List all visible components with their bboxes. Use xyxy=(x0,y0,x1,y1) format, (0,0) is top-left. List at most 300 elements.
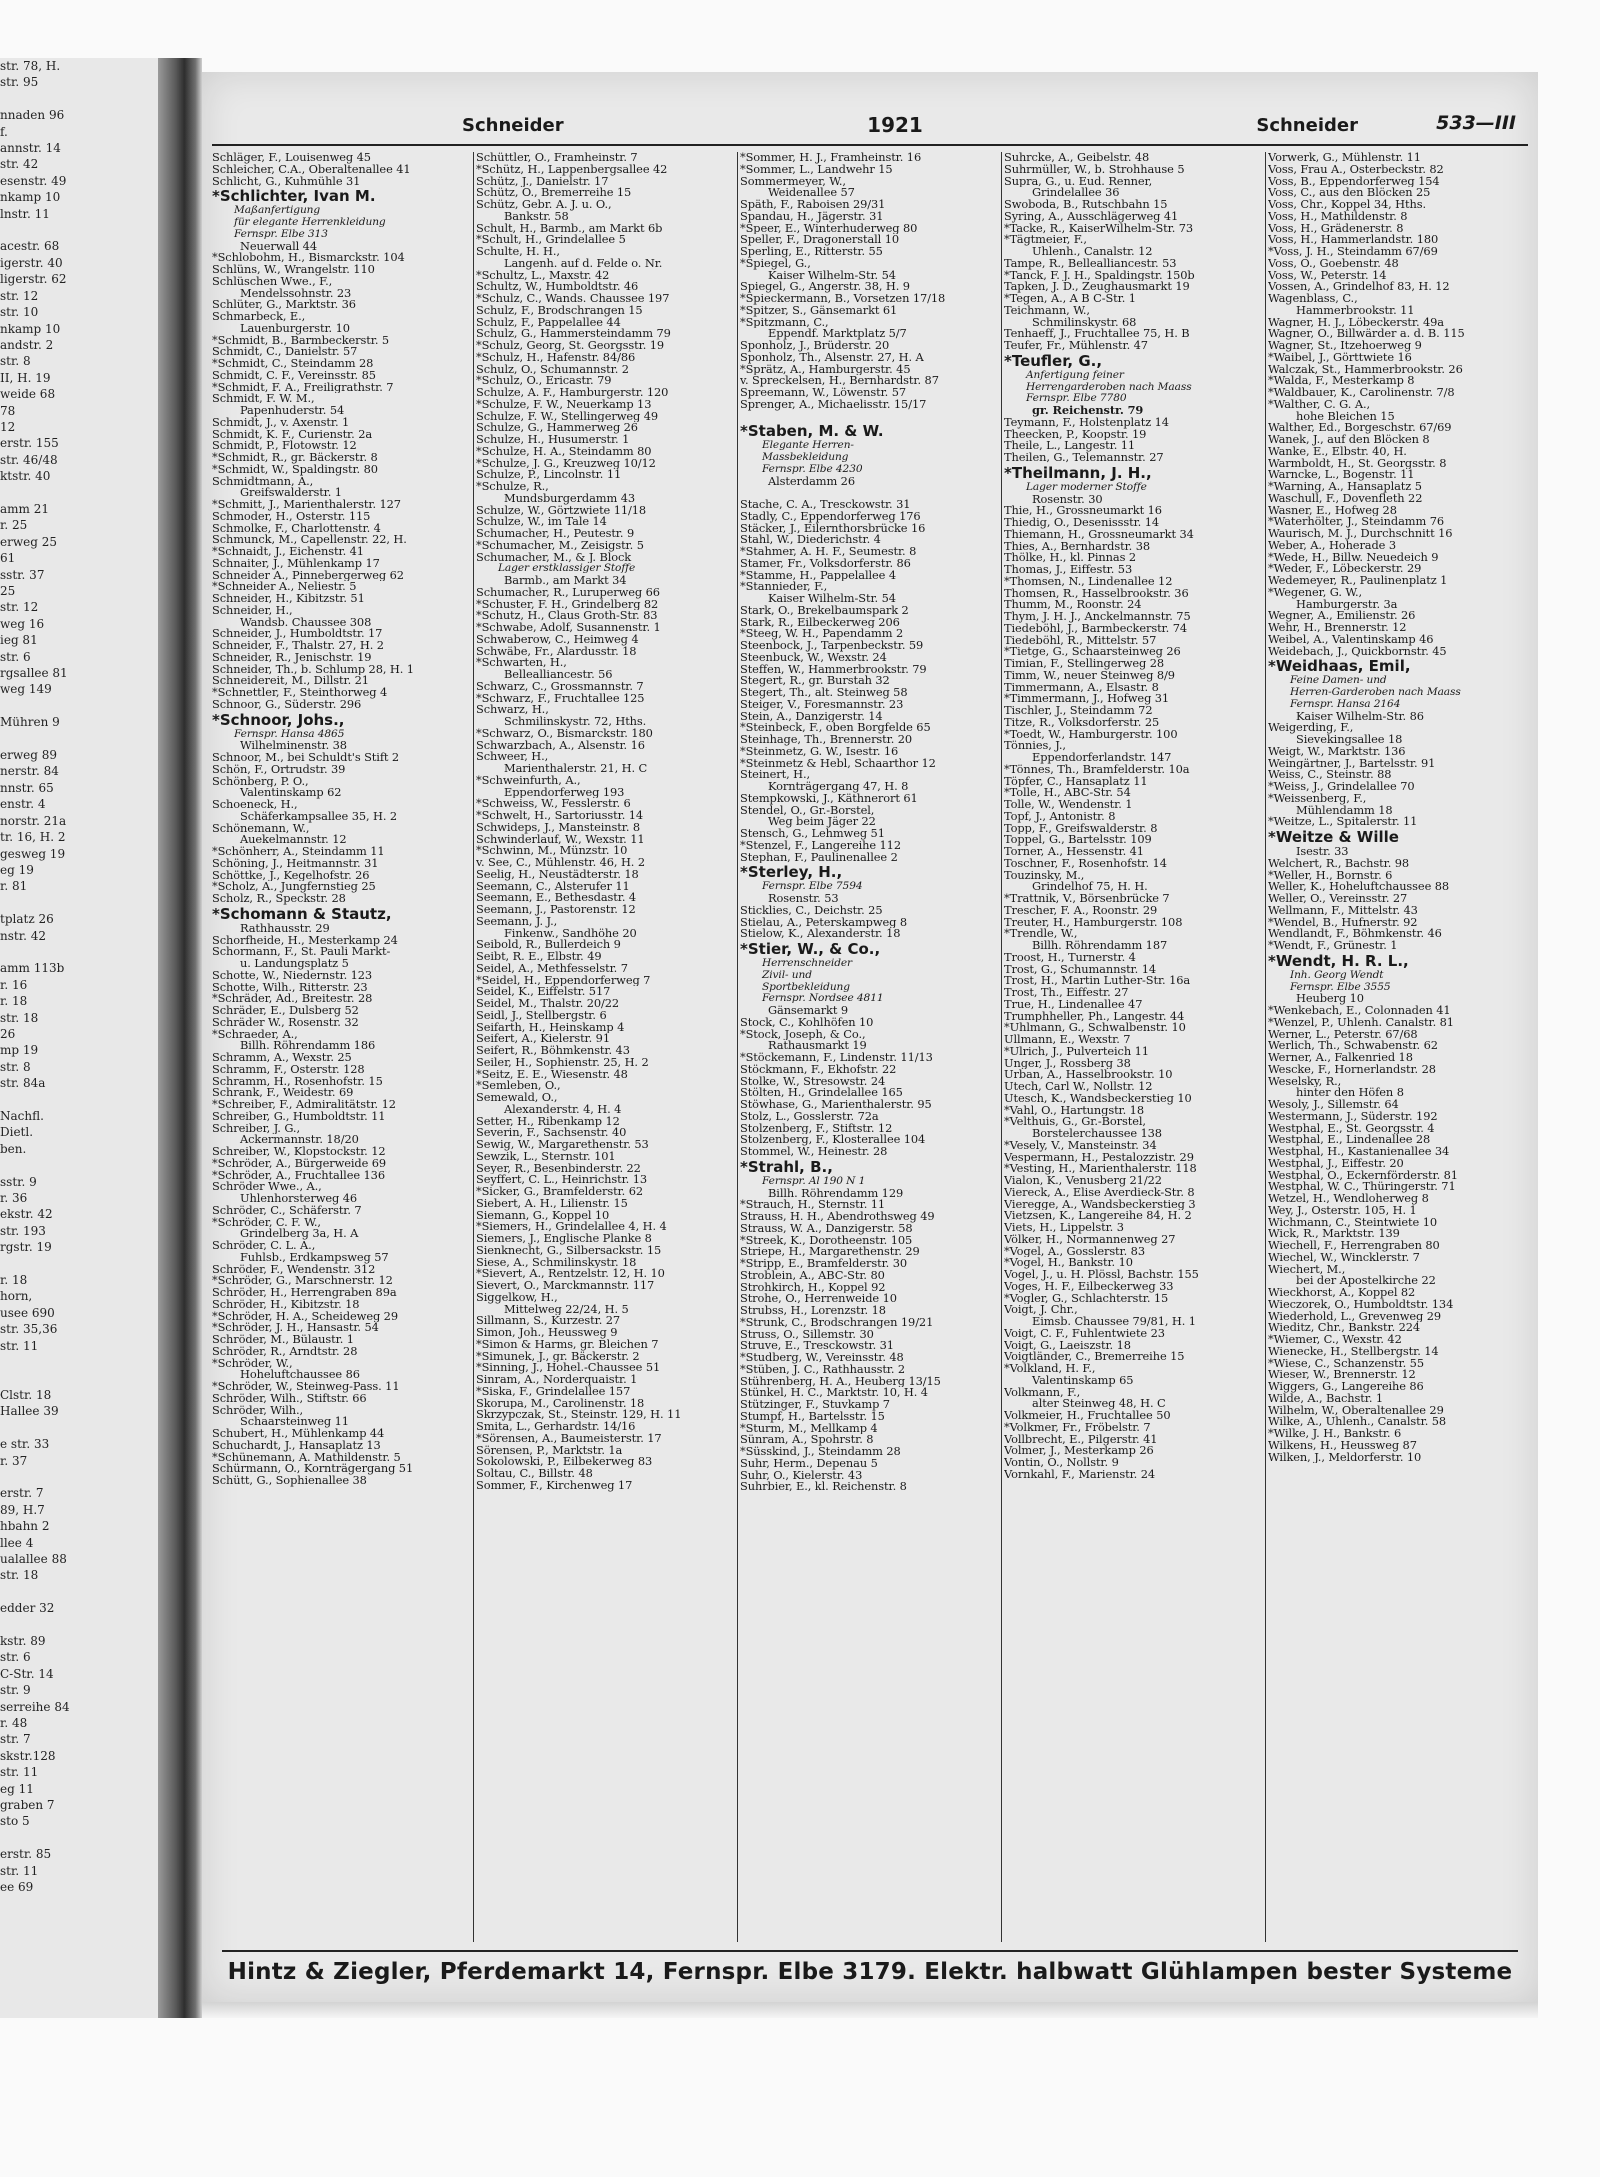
previous-page-fragment xyxy=(0,1256,158,1272)
directory-entry: *Schönherr, A., Steindamm 11 xyxy=(212,846,385,858)
directory-entry: Strubss, H., Lorenzstr. 18 xyxy=(740,1305,886,1317)
directory-entry-highlight: *Wendt, H. R. L., xyxy=(1268,951,1409,970)
directory-entry: Schräder W., Rosenstr. 32 xyxy=(212,1016,359,1029)
directory-entry: *Stripp, E., Bramfelderstr. 30 xyxy=(740,1258,908,1270)
directory-entry: Wagner, O., Billwärder a. d. B. 115 xyxy=(1268,328,1465,340)
directory-entry: *Schröder, W., xyxy=(212,1357,293,1370)
directory-entry: Werner, L., Peterstr. 67/68 xyxy=(1268,1028,1418,1041)
directory-entry: Striepe, H., Margarethenstr. 29 xyxy=(740,1246,920,1258)
directory-entry: Suhrmüller, W., b. Strohhause 5 xyxy=(1004,163,1185,176)
directory-entry: Stache, C. A., Tresckowstr. 31 xyxy=(740,499,911,511)
directory-entry: *Tanck, F. J. H., Spaldingstr. 150b xyxy=(1004,269,1195,282)
directory-entry: Borstelerchaussee 138 xyxy=(1032,1128,1162,1140)
directory-entry: Schürmann, O., Kornträgergang 51 xyxy=(212,1463,414,1475)
directory-entry: Schläger, F., Louisenweg 45 xyxy=(212,152,371,164)
directory-entry-highlight: *Schlichter, Ivan M. xyxy=(212,187,376,206)
previous-page-fragment: r. 81 xyxy=(0,879,28,894)
directory-entry: Hamburgerstr. 3a xyxy=(1296,598,1398,611)
directory-column-4 xyxy=(1004,152,1262,1942)
directory-entry: Rathhausstr. 29 xyxy=(240,922,330,935)
directory-entry: Voss, O., Goebenstr. 48 xyxy=(1268,257,1399,270)
directory-entry: Schulte, H. H., xyxy=(476,246,560,258)
directory-entry: Stielow, K., Alexanderstr. 18 xyxy=(740,928,901,940)
previous-page-fragment: rgstr. 19 xyxy=(0,1240,52,1255)
directory-entry: Swoboda, B., Rutschbahn 15 xyxy=(1004,199,1168,211)
directory-entry: Westphal, E., St. Georgsstr. 4 xyxy=(1268,1122,1435,1135)
directory-entry: Sienknecht, G., Silbersackstr. 15 xyxy=(476,1244,662,1257)
directory-entry: Wiggers, G., Langereihe 86 xyxy=(1268,1381,1424,1393)
previous-page-fragment: r. 37 xyxy=(0,1453,28,1468)
directory-entry: Kornträgergang 47, H. 8 xyxy=(768,781,909,793)
previous-page-fragment: weg 16 xyxy=(0,616,45,631)
directory-entry: Spiegel, G., Angerstr. 38, H. 9 xyxy=(740,281,910,293)
directory-entry-highlight: *Weitze & Wille xyxy=(1268,828,1399,846)
previous-page-fragment: mp 19 xyxy=(0,1043,39,1058)
directory-entry: Fernspr. Nordsee 4811 xyxy=(762,993,884,1005)
previous-page-fragment: sstr. 9 xyxy=(0,1174,37,1189)
directory-entry: *Schwarz, O., Bismarckstr. 180 xyxy=(476,727,653,740)
directory-entry: Schütz, O., Bremerreihe 15 xyxy=(476,187,632,199)
previous-page-fragment: Nachfl. xyxy=(0,1109,44,1123)
directory-entry: *Tönnes, Th., Bramfelderstr. 10a xyxy=(1004,763,1190,776)
directory-entry: Rosenstr. 53 xyxy=(768,893,839,905)
previous-page-fragment: r. 48 xyxy=(0,1716,28,1731)
directory-entry: Suhr, O., Kielerstr. 43 xyxy=(740,1469,863,1482)
directory-entry: Neuerwall 44 xyxy=(240,240,317,253)
previous-page-fragment: serreihe 84 xyxy=(0,1699,70,1714)
directory-entry: *Steinmetz, G. W., Isestr. 16 xyxy=(740,745,899,758)
directory-entry: Rathausmarkt 19 xyxy=(768,1040,867,1052)
previous-page-fragment: r. 18 xyxy=(0,994,28,1009)
directory-entry: Ackermannstr. 18/20 xyxy=(240,1134,359,1146)
directory-entry: Voss, Frau A., Osterbeckstr. 82 xyxy=(1268,163,1444,176)
directory-entry: *Schröder, A., Fruchtallee 136 xyxy=(212,1169,385,1182)
directory-entry: *Stock, Joseph, & Co., xyxy=(740,1028,866,1041)
directory-entry: *Wiemer, C., Wexstr. 42 xyxy=(1268,1334,1402,1346)
directory-entry: *Sinning, J., Hohel.-Chaussee 51 xyxy=(476,1362,661,1374)
directory-entry: *Scholz, A., Jungfernstieg 25 xyxy=(212,881,376,893)
directory-entry: Westphal, W. C., Thüringerstr. 71 xyxy=(1268,1181,1456,1193)
directory-entry: Seyffert, C. L., Heinrichstr. 13 xyxy=(476,1174,648,1186)
page-number: 533—III xyxy=(1436,112,1516,134)
directory-entry: Schreiber, J. G., xyxy=(212,1122,300,1135)
directory-entry: Schröder, C., Schäferstr. 7 xyxy=(212,1204,362,1217)
directory-entry: Seemann, E., Bethesdastr. 4 xyxy=(476,892,637,904)
directory-entry: Stadly, C., Eppendorferweg 176 xyxy=(740,510,921,523)
directory-entry: Stolz, L., Gosslerstr. 72a xyxy=(740,1110,879,1123)
previous-page-fragment: str. 12 xyxy=(0,600,39,615)
directory-entry: Tiedeböhl, R., Mittelstr. 57 xyxy=(1004,634,1157,647)
directory-entry: Severin, F., Sachsenstr. 40 xyxy=(476,1127,627,1139)
directory-entry: Vossen, A., Grindelhof 83, H. 12 xyxy=(1268,281,1450,293)
directory-entry: Teymann, F., Holstenplatz 14 xyxy=(1004,416,1169,429)
directory-entry: *Studberg, W., Vereinsstr. 48 xyxy=(740,1352,904,1364)
previous-page-fragment: 61 xyxy=(0,551,16,566)
directory-entry: *Schmidt, W., Spaldingstr. 80 xyxy=(212,463,378,476)
directory-entry: Voss, H., Mathildenstr. 8 xyxy=(1268,210,1408,223)
directory-entry: Sievert, O., Marckmannstr. 117 xyxy=(476,1280,655,1292)
previous-page-fragment xyxy=(0,1469,158,1485)
footer-advertisement: Hintz & Ziegler, Pferdemarkt 14, Fernspr. Elbe 3179. Elektr. halbwatt Glühlampen bester Systeme xyxy=(222,1950,1518,1992)
directory-entry: Schnaiter, J., Mühlenkamp 17 xyxy=(212,557,380,570)
previous-page-fragment xyxy=(0,1830,158,1846)
directory-entry: *Schuster, F. H., Grindelberg 82 xyxy=(476,598,659,611)
directory-entry: Sponholz, Th., Alsenstr. 27, H. A xyxy=(740,351,924,364)
directory-entry xyxy=(740,487,998,499)
previous-page-fragment: enstr. 4 xyxy=(0,797,46,812)
directory-entry: Schreiber, W., Klopstockstr. 12 xyxy=(212,1146,386,1158)
directory-entry: Steenbuck, W., Wexstr. 24 xyxy=(740,651,887,664)
directory-entry: Fernspr. Hansa 2164 xyxy=(1290,698,1401,710)
directory-entry-highlight: *Schomann & Stautz, xyxy=(212,904,392,923)
previous-page-fragment: str. 6 xyxy=(0,1650,31,1665)
directory-entry: *Tolle, H., ABC-Str. 54 xyxy=(1004,787,1131,799)
directory-entry: *Schröder, A., Bürgerweide 69 xyxy=(212,1157,387,1170)
directory-entry: *Wenzel, P., Uhlenh. Canalstr. 81 xyxy=(1268,1016,1454,1029)
directory-entry: Stöwhase, G., Marienthalerstr. 95 xyxy=(740,1099,932,1111)
directory-entry: Thym, J. H. J., Anckelmannstr. 75 xyxy=(1004,611,1191,623)
directory-entry: *Schneider A., Neliestr. 5 xyxy=(212,581,357,593)
directory-entry: *Tegen, A., A B C-Str. 1 xyxy=(1004,293,1136,305)
directory-entry: Steenbock, J., Tarpenbeckstr. 59 xyxy=(740,640,924,652)
previous-page-fragment xyxy=(0,1371,158,1387)
directory-entry: Stölten, H., Grindelallee 165 xyxy=(740,1087,903,1099)
directory-entry: Weiss, C., Steinstr. 88 xyxy=(1268,769,1392,781)
directory-entry: Wendlandt, F., Böhmkenstr. 46 xyxy=(1268,928,1442,940)
directory-entry: Schrank, F., Weidestr. 69 xyxy=(212,1087,354,1099)
directory-entry: Schulze, A. F., Hamburgerstr. 120 xyxy=(476,387,669,399)
directory-entry: Schröder, H., Herrengraben 89a xyxy=(212,1287,397,1299)
directory-entry: Wick, R., Marktstr. 139 xyxy=(1268,1228,1400,1240)
directory-entry: Billh. Röhrendamm 187 xyxy=(1032,940,1168,952)
directory-entry: *Sommer, L., Landwehr 15 xyxy=(740,163,893,176)
directory-entry: *Weissenberg, F., xyxy=(1268,792,1367,805)
directory-entry: *Schweiss, W., Fesslerstr. 6 xyxy=(476,798,631,810)
directory-entry: *Tietge, G., Schaarsteinweg 26 xyxy=(1004,646,1181,658)
directory-entry: bei der Apostelkirche 22 xyxy=(1296,1275,1436,1287)
directory-entry: Wanek, J., auf den Blöcken 8 xyxy=(1268,434,1430,446)
directory-entry: *Simunek, J., gr. Bäckerstr. 2 xyxy=(476,1350,640,1363)
directory-entry: Schnoor, M., bei Schuldt's Stift 2 xyxy=(212,752,400,764)
directory-entry: Schwäbe, Fr., Alardusstr. 18 xyxy=(476,645,637,658)
previous-page-fragment: tr. 16, H. 2 xyxy=(0,830,66,845)
directory-entry: *Waibel, J., Görttwiete 16 xyxy=(1268,351,1412,364)
directory-entry: Treuter, H., Hamburgerstr. 108 xyxy=(1004,916,1183,929)
directory-entry: Eimsb. Chaussee 79/81, H. 1 xyxy=(1032,1316,1196,1328)
directory-entry: Voss, Chr., Koppel 34, Hths. xyxy=(1268,199,1426,211)
directory-entry: *Vahl, O., Hartungstr. 18 xyxy=(1004,1104,1144,1117)
directory-entry: Sievekingsallee 18 xyxy=(1296,734,1403,746)
directory-entry: *Vogel, H., Bankstr. 10 xyxy=(1004,1257,1133,1269)
previous-page-fragment xyxy=(0,1157,158,1173)
directory-entry: Wagner, H. J., Löbeckerstr. 49a xyxy=(1268,316,1444,329)
previous-page-fragment: ieg 81 xyxy=(0,633,38,648)
previous-page-fragment: r. 25 xyxy=(0,518,28,533)
directory-entry: Steiger, V., Foresmannstr. 23 xyxy=(740,698,904,711)
directory-entry: Walther, Ed., Borgeschstr. 67/69 xyxy=(1268,422,1452,434)
directory-entry: Fernspr. Elbe 7594 xyxy=(762,881,863,893)
directory-entry: *Stamme, H., Pappelallee 4 xyxy=(740,569,896,582)
directory-entry: Herrenschneider xyxy=(762,958,853,969)
directory-entry: Siemann, G., Koppel 10 xyxy=(476,1209,610,1222)
previous-page-fragment: nkamp 10 xyxy=(0,321,61,336)
directory-entry: Schröder, Wilh., xyxy=(212,1404,304,1417)
directory-entry: Wichmann, C., Steintwiete 10 xyxy=(1268,1216,1437,1229)
directory-entry: Werner, A., Falkenried 18 xyxy=(1268,1052,1413,1064)
directory-entry: Utesch, K., Wandsbeckerstieg 10 xyxy=(1004,1092,1192,1105)
directory-entry: *Waldbauer, K., Carolinenstr. 7/8 xyxy=(1268,387,1455,399)
directory-entry: Weigt, W., Marktstr. 136 xyxy=(1268,745,1406,758)
previous-page-fragment: kstr. 89 xyxy=(0,1634,46,1648)
previous-page-fragment: str. 95 xyxy=(0,75,39,90)
directory-entry: Seibt, R. E., Elbstr. 49 xyxy=(476,951,602,963)
directory-entry: Semewald, O., xyxy=(476,1092,558,1104)
directory-entry: Simon, Joh., Heussweg 9 xyxy=(476,1327,618,1339)
directory-entry: Seemann, C., Alsterufer 11 xyxy=(476,880,630,893)
directory-entry: Lager erstklassiger Stoffe xyxy=(498,563,636,575)
directory-entry: Vollbrecht, E., Pilgerstr. 41 xyxy=(1004,1433,1158,1446)
directory-entry: Westphal, H., Kastanienallee 34 xyxy=(1268,1146,1450,1158)
directory-entry: Fernspr. Elbe 4230 xyxy=(762,463,863,475)
previous-page-fragment: usee 690 xyxy=(0,1305,55,1320)
directory-entry: Voss, H., Grädenerstr. 8 xyxy=(1268,222,1404,235)
directory-entry: Weller, K., Hoheluftchaussee 88 xyxy=(1268,881,1450,893)
directory-entry: *Strunk, C., Brodschrangen 19/21 xyxy=(740,1316,934,1329)
directory-entry: *Wiese, C., Schanzenstr. 55 xyxy=(1268,1357,1424,1370)
directory-entry: *Sprätz, A., Hamburgerstr. 45 xyxy=(740,363,911,376)
directory-entry: Wilke, A., Uhlenh., Canalstr. 58 xyxy=(1268,1416,1447,1428)
directory-entry: Trumphheller, Ph., Langestr. 44 xyxy=(1004,1010,1185,1023)
previous-page-fragment xyxy=(0,91,158,107)
previous-page-fragment: str. 84a xyxy=(0,1076,46,1091)
directory-entry: Wienecke, H., Stellbergstr. 14 xyxy=(1268,1345,1439,1358)
directory-entry: Völker, H., Normannenweg 27 xyxy=(1004,1233,1176,1246)
header-left-keyword: Schneider xyxy=(462,114,564,136)
directory-entry: Wilken, J., Meldorferstr. 10 xyxy=(1268,1451,1422,1464)
directory-entry: Struve, E., Tresckowstr. 31 xyxy=(740,1340,894,1352)
directory-entry: Stensch, G., Lehmweg 51 xyxy=(740,828,885,840)
directory-entry: Schneider, J., Humboldtstr. 17 xyxy=(212,628,383,640)
directory-entry: Schulze, P., Lincolnstr. 11 xyxy=(476,469,622,481)
directory-entry: Sportbekleidung xyxy=(762,981,850,993)
directory-entry: Schwarzbach, A., Alsenstr. 16 xyxy=(476,739,645,752)
directory-entry: Schönberg, P. O., xyxy=(212,775,309,788)
previous-page-fragment: str. 12 xyxy=(0,288,39,303)
directory-entry-highlight: *Staben, M. & W. xyxy=(740,422,884,441)
directory-column-3 xyxy=(740,152,998,1942)
directory-entry: Schwarz, C., Grossmannstr. 7 xyxy=(476,680,644,693)
directory-entry: *Schulze, J. G., Kreuzweg 10/12 xyxy=(476,457,656,470)
directory-entry: Wanke, E., Elbstr. 40, H. xyxy=(1268,445,1407,458)
previous-page-fragment: llee 4 xyxy=(0,1535,34,1550)
directory-entry: Thies, A., Bernhardstr. 38 xyxy=(1004,540,1151,553)
directory-entry: Viereck, A., Elise Averdieck-Str. 8 xyxy=(1004,1186,1195,1199)
directory-entry: Grindelallee 36 xyxy=(1032,187,1120,199)
directory-entry: Ullmann, E., Wexstr. 7 xyxy=(1004,1034,1131,1046)
previous-page-fragment: lnstr. 11 xyxy=(0,206,50,221)
previous-page-edge xyxy=(0,58,158,2018)
previous-page-fragment: str. 9 xyxy=(0,1683,31,1698)
directory-entry: Stührenberg, H. A., Heuberg 13/15 xyxy=(740,1375,941,1388)
directory-entry: Thiedig, O., Desenissstr. 14 xyxy=(1004,517,1159,529)
directory-entry: *Thomsen, N., Lindenallee 12 xyxy=(1004,575,1173,588)
directory-entry: Seibold, R., Bullerdeich 9 xyxy=(476,939,621,951)
directory-entry: *Schröder, H. A., Scheideweg 29 xyxy=(212,1310,398,1323)
directory-entry: Stolzenberg, F., Stiftstr. 12 xyxy=(740,1122,893,1135)
directory-entry: Schultz, W., Humboldtstr. 46 xyxy=(476,281,639,293)
directory-entry: Sokolowski, P., Eilbekerweg 83 xyxy=(476,1456,653,1468)
directory-entry: Teufer, Fr., Mühlenstr. 47 xyxy=(1004,340,1148,352)
directory-entry: Voss, W., Peterstr. 14 xyxy=(1268,269,1387,282)
directory-entry: Eppendf. Marktplatz 5/7 xyxy=(768,328,907,340)
directory-entry: Wiechert, M., xyxy=(1268,1263,1346,1276)
directory-entry: *Wendt, F., Grünestr. 1 xyxy=(1268,940,1398,952)
directory-entry: Thumm, M., Roonstr. 24 xyxy=(1004,599,1142,611)
directory-entry: *Weller, H., Bornstr. 6 xyxy=(1268,869,1393,882)
directory-entry: Schneider, Th., b. Schlump 28, H. 1 xyxy=(212,663,414,676)
directory-entry: Topf, J., Antonistr. 8 xyxy=(1004,810,1116,823)
directory-entry: Schneidereit, M., Dillstr. 21 xyxy=(212,675,369,687)
directory-entry: Sewig, W., Margarethenstr. 53 xyxy=(476,1139,649,1151)
directory-entry: Wasner, E., Hofweg 28 xyxy=(1268,504,1397,517)
directory-entry: Eppendorferweg 193 xyxy=(504,786,625,799)
previous-page-fragment: str. 11 xyxy=(0,1863,39,1878)
directory-entry: *Sörensen, A., Baumeisterstr. 17 xyxy=(476,1432,662,1445)
directory-entry: Billh. Röhrendamm 129 xyxy=(768,1187,904,1200)
directory-entry: Schröder, C. L. A., xyxy=(212,1240,316,1252)
directory-entry: Strohe, O., Herrenweide 10 xyxy=(740,1293,897,1305)
previous-page-fragment: erstr. 155 xyxy=(0,436,59,451)
directory-entry: Werlich, Th., Schwabenstr. 62 xyxy=(1268,1040,1438,1052)
previous-page-fragment: Clstr. 18 xyxy=(0,1387,52,1402)
directory-entry: Grindelhof 75, H. H. xyxy=(1032,881,1148,893)
directory-entry: *Schröder, G., Marschnerstr. 12 xyxy=(212,1275,393,1287)
directory-entry: Billh. Röhrendamm 186 xyxy=(240,1040,376,1052)
column-rule xyxy=(1265,152,1266,1942)
directory-entry: Langenh. auf d. Felde o. Nr. xyxy=(504,257,663,270)
directory-entry: *Spiegel, G., xyxy=(740,257,811,270)
directory-entry: *Schulze, R., xyxy=(476,481,549,493)
directory-entry: *Volkland, H. F., xyxy=(1004,1363,1096,1375)
directory-entry: *Wilke, J. H., Bankstr. 6 xyxy=(1268,1428,1402,1440)
directory-entry: Theecken, P., Koopstr. 19 xyxy=(1004,428,1147,441)
previous-page-fragment: str. 11 xyxy=(0,1338,39,1353)
directory-entry-highlight: *Teufler, G., xyxy=(1004,351,1103,370)
directory-entry: Seiler, H., Sophienstr. 25, H. 2 xyxy=(476,1056,649,1069)
directory-entry: Weidebach, J., Quickbornstr. 45 xyxy=(1268,645,1447,658)
directory-entry: Mundsburgerdamm 43 xyxy=(504,492,636,505)
directory-entry: Struss, O., Sillemstr. 30 xyxy=(740,1328,874,1341)
directory-entry: True, H., Lindenallee 47 xyxy=(1004,998,1143,1011)
directory-entry-highlight: *Strahl, B., xyxy=(740,1157,833,1176)
directory-entry: Schumacher, M., & J. Block xyxy=(476,551,632,564)
previous-page-fragment: nnstr. 65 xyxy=(0,780,54,795)
directory-entry: Schoeneck, H., xyxy=(212,799,298,811)
directory-entry: Schlüschen Wwe., F., xyxy=(212,275,333,288)
directory-entry: Schumacher, H., Peutestr. 9 xyxy=(476,528,635,540)
directory-entry: Schramm, A., Wexstr. 25 xyxy=(212,1052,352,1064)
directory-entry: Wedemeyer, R., Paulinenplatz 1 xyxy=(1268,575,1448,587)
previous-page-fragment: eg 19 xyxy=(0,862,34,877)
directory-entry: Wilhelminenstr. 38 xyxy=(240,740,347,752)
directory-entry: *Sommer, H. J., Framheinstr. 16 xyxy=(740,152,922,164)
directory-entry: Soltau, C., Billstr. 48 xyxy=(476,1468,593,1480)
directory-entry: Schubert, H., Mühlenkamp 44 xyxy=(212,1428,385,1440)
previous-page-fragment: str. 18 xyxy=(0,1568,39,1583)
previous-page-fragment: str. 35,36 xyxy=(0,1322,58,1337)
directory-entry: Sommer, F., Kirchenweg 17 xyxy=(476,1479,633,1492)
directory-entry: Fuhlsb., Erdkampsweg 57 xyxy=(240,1251,389,1264)
directory-entry: *Steeg, W. H., Papendamm 2 xyxy=(740,628,904,640)
directory-column-5 xyxy=(1268,152,1526,1942)
directory-entry: Schulze, W., Görtzwiete 11/18 xyxy=(476,504,647,517)
directory-entry: Schotte, Wilh., Ritterstr. 23 xyxy=(212,981,368,994)
directory-entry: *Wede, H., Billw. Neuedeich 9 xyxy=(1268,551,1439,564)
directory-entry: Weibel, A., Valentinskamp 46 xyxy=(1268,633,1434,646)
directory-entry: Schneider, F., Thalstr. 27, H. 2 xyxy=(212,640,384,652)
previous-page-fragment: skstr.128 xyxy=(0,1748,56,1763)
directory-entry: *Wegener, G. W., xyxy=(1268,586,1363,599)
directory-entry: Stein, A., Danzigerstr. 14 xyxy=(740,710,883,723)
directory-entry: Unger, J., Rossberg 38 xyxy=(1004,1057,1131,1070)
directory-entry: Weller, O., Vereinsstr. 27 xyxy=(1268,893,1408,905)
previous-page-fragment: r. 18 xyxy=(0,1273,28,1288)
directory-entry: Siemers, J., Englische Planke 8 xyxy=(476,1233,652,1245)
directory-entry: *Spitzmann, C., xyxy=(740,316,829,329)
directory-entry: Seidel, A., Methfesselstr. 7 xyxy=(476,962,628,975)
directory-entry: Schwideps, J., Mansteinstr. 8 xyxy=(476,821,641,834)
directory-entry: Siebert, A. H., Lilienstr. 15 xyxy=(476,1197,628,1210)
previous-page-fragment: tplatz 26 xyxy=(0,912,54,927)
directory-entry: *Schröder, C. F. W., xyxy=(212,1216,321,1229)
previous-page-fragment: rgsallee 81 xyxy=(0,666,68,681)
directory-entry: Stegert, Th., alt. Steinweg 58 xyxy=(740,687,908,699)
directory-entry: Schröder, Wilh., Stiftstr. 66 xyxy=(212,1392,367,1405)
previous-page-fragment: ktstr. 40 xyxy=(0,469,51,484)
directory-entry: Schönemann, W., xyxy=(212,822,310,835)
directory-entry: Sinram, A., Norderquaistr. 1 xyxy=(476,1374,638,1386)
directory-entry: Weingärtner, J., Bartelsstr. 91 xyxy=(1268,757,1436,770)
directory-entry: *Stöckemann, F., Lindenstr. 11/13 xyxy=(740,1052,933,1064)
directory-entry: Skrzypczak, St., Steinstr. 129, H. 11 xyxy=(476,1409,682,1421)
directory-entry: Wilkens, H., Heussweg 87 xyxy=(1268,1439,1417,1452)
directory-entry: Voigtländer, C., Bremerreihe 15 xyxy=(1004,1351,1185,1363)
directory-entry: Stumpf, H., Bartelsstr. 15 xyxy=(740,1410,885,1423)
directory-entry: *Sievert, A., Rentzelstr. 12, H. 10 xyxy=(476,1268,665,1280)
directory-entry: Toppel, G., Bartelsstr. 109 xyxy=(1004,834,1152,846)
previous-page-fragment: nstr. 42 xyxy=(0,928,47,943)
directory-entry: Schmidt, C. F., Vereinsstr. 85 xyxy=(212,369,376,382)
directory-column-2 xyxy=(476,152,734,1942)
directory-entry: *Streek, K., Dorotheenstr. 105 xyxy=(740,1234,913,1247)
directory-entry: *Timmermann, J., Hofweg 31 xyxy=(1004,693,1170,705)
directory-entry: Sewzik, L., Sternstr. 101 xyxy=(476,1150,616,1163)
previous-page-fragment: Hallee 39 xyxy=(0,1404,59,1419)
directory-entry: *Vesting, H., Marienthalerstr. 118 xyxy=(1004,1163,1197,1175)
directory-entry: Trost, H., Martin Luther-Str. 16a xyxy=(1004,975,1191,987)
previous-page-fragment: 78 xyxy=(0,403,16,418)
directory-entry: Herrengarderoben nach Maass xyxy=(1026,381,1192,393)
directory-entry: Uhlenhorsterweg 46 xyxy=(240,1193,358,1205)
directory-entry: Wey, J., Osterstr. 105, H. 1 xyxy=(1268,1204,1417,1217)
directory-entry: *Voss, J. H., Steindamm 67/69 xyxy=(1268,246,1438,258)
previous-page-fragment: 25 xyxy=(0,584,16,598)
directory-entry: Wandsb. Chaussee 308 xyxy=(240,616,372,629)
directory-entry: Sperling, E., Ritterstr. 55 xyxy=(740,246,883,258)
directory-entry: *Schnettler, F., Steinthorweg 4 xyxy=(212,687,388,699)
directory-entry: Thomas, J., Eiffestr. 53 xyxy=(1004,564,1133,576)
directory-entry: Lager moderner Stoffe xyxy=(1026,481,1147,493)
